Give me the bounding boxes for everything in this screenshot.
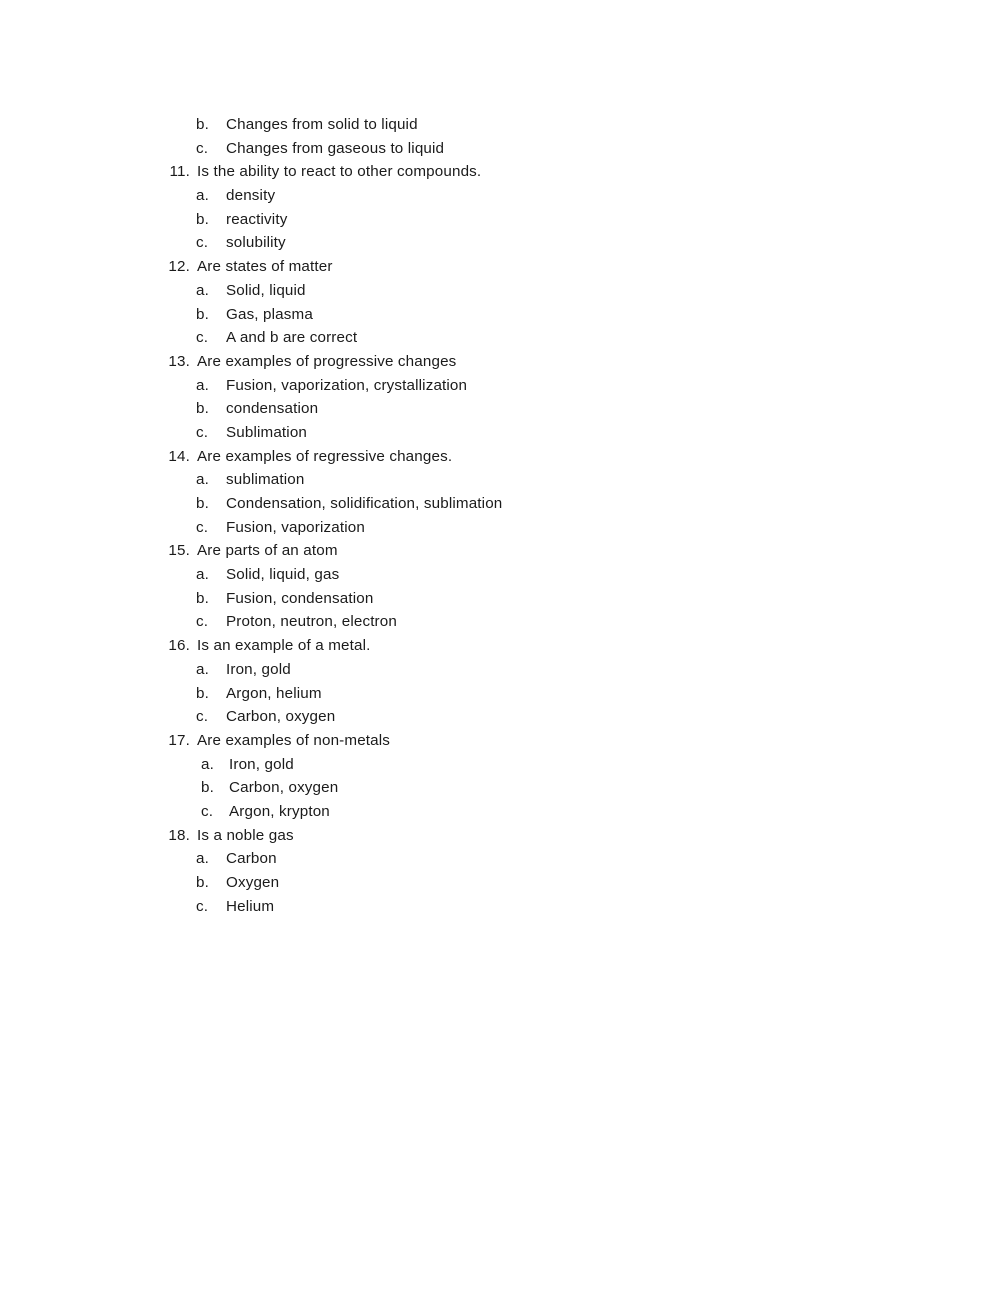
question-number: 15. [168, 542, 190, 560]
option-row [156, 753, 876, 777]
question-text: Are examples of regressive changes. [197, 447, 453, 465]
option-letter: c. [196, 234, 209, 252]
question-number: 11. [169, 163, 190, 181]
option-row [156, 279, 876, 303]
option-text: Solid, liquid [226, 281, 306, 299]
option-letter: c. [196, 329, 209, 347]
option-text: Proton, neutron, electron [226, 613, 397, 631]
option-row [156, 516, 876, 540]
question-row [156, 539, 876, 563]
option-text: Carbon, oxygen [229, 779, 339, 797]
question-row [156, 350, 876, 374]
option-row [156, 113, 876, 137]
option-row [156, 397, 876, 421]
option-text: Fusion, condensation [226, 589, 374, 607]
quiz-content [156, 113, 876, 918]
option-letter: a. [196, 281, 209, 299]
option-row [156, 847, 876, 871]
question-text: Are examples of progressive changes [197, 352, 457, 370]
option-text: Iron, gold [226, 660, 291, 678]
option-letter: a. [196, 566, 209, 584]
option-letter: b. [196, 116, 209, 133]
option-text: Solid, liquid, gas [226, 566, 340, 584]
option-row [156, 800, 876, 824]
option-text: Sublimation [226, 423, 308, 441]
option-letter: c. [196, 897, 209, 915]
question-row [156, 160, 876, 184]
option-text: Oxygen [226, 874, 280, 891]
option-row [156, 421, 876, 445]
option-text: sublimation [226, 471, 305, 489]
option-row [156, 231, 876, 255]
question-text: Is an example of a metal. [197, 637, 371, 655]
option-letter: b. [196, 210, 209, 228]
question-number: 16. [168, 637, 190, 655]
option-row [156, 137, 876, 161]
option-row [156, 610, 876, 634]
option-text: solubility [226, 234, 286, 252]
option-letter: b. [196, 400, 209, 418]
option-letter: b. [201, 779, 214, 797]
option-text: Condensation, solidification, sublimation [226, 495, 503, 512]
option-text: Changes from solid to liquid [226, 116, 418, 133]
option-letter: c. [201, 802, 214, 820]
option-letter: a. [196, 850, 209, 868]
option-text: Carbon [226, 850, 277, 868]
option-text: Fusion, vaporization [226, 518, 365, 536]
option-row [156, 374, 876, 398]
option-letter: c. [196, 423, 209, 441]
question-number: 13. [168, 352, 190, 370]
question-text: Are states of matter [197, 258, 333, 276]
option-letter: c. [196, 613, 209, 631]
option-row [156, 563, 876, 587]
option-text: Argon, krypton [229, 802, 330, 820]
question-text: Are examples of non-metals [197, 731, 391, 749]
option-row [156, 468, 876, 492]
option-letter: a. [196, 660, 209, 678]
option-letter: b. [196, 874, 209, 891]
option-text: A and b are correct [226, 329, 358, 347]
option-row [156, 208, 876, 232]
option-letter: c. [196, 518, 209, 536]
option-row [156, 326, 876, 350]
option-row [156, 303, 876, 327]
option-row [156, 682, 876, 706]
question-text: Is the ability to react to other compounds. [197, 163, 482, 181]
option-row [156, 705, 876, 729]
option-text: Iron, gold [229, 755, 294, 773]
option-letter: a. [196, 471, 209, 489]
option-row [156, 492, 876, 516]
question-text: Are parts of an atom [197, 542, 338, 560]
question-number: 18. [168, 826, 190, 844]
option-text: Fusion, vaporization, crystallization [226, 376, 468, 394]
option-letter: a. [196, 187, 209, 205]
option-row [156, 895, 876, 919]
question-number: 12. [168, 258, 190, 276]
option-text: Helium [226, 897, 275, 915]
option-letter: b. [196, 305, 209, 323]
option-letter: b. [196, 589, 209, 607]
option-letter: b. [196, 495, 209, 512]
option-letter: a. [201, 755, 214, 773]
option-text: density [226, 187, 276, 205]
option-letter: c. [196, 139, 209, 157]
option-row [156, 871, 876, 895]
question-row [156, 729, 876, 753]
question-number: 14. [168, 447, 190, 465]
option-row [156, 587, 876, 611]
option-letter: b. [196, 684, 209, 702]
option-text: Changes from gaseous to liquid [226, 139, 445, 157]
question-row [156, 634, 876, 658]
option-letter: c. [196, 708, 209, 726]
option-row [156, 184, 876, 208]
option-text: Carbon, oxygen [226, 708, 336, 726]
question-text: Is a noble gas [197, 826, 294, 844]
option-row [156, 776, 876, 800]
question-row [156, 824, 876, 848]
option-letter: a. [196, 376, 209, 394]
question-row [156, 445, 876, 469]
option-row [156, 658, 876, 682]
question-number: 17. [168, 731, 190, 749]
option-text: Argon, helium [226, 684, 322, 702]
option-text: reactivity [226, 210, 288, 228]
question-row [156, 255, 876, 279]
option-text: condensation [226, 400, 319, 418]
option-text: Gas, plasma [226, 305, 313, 323]
